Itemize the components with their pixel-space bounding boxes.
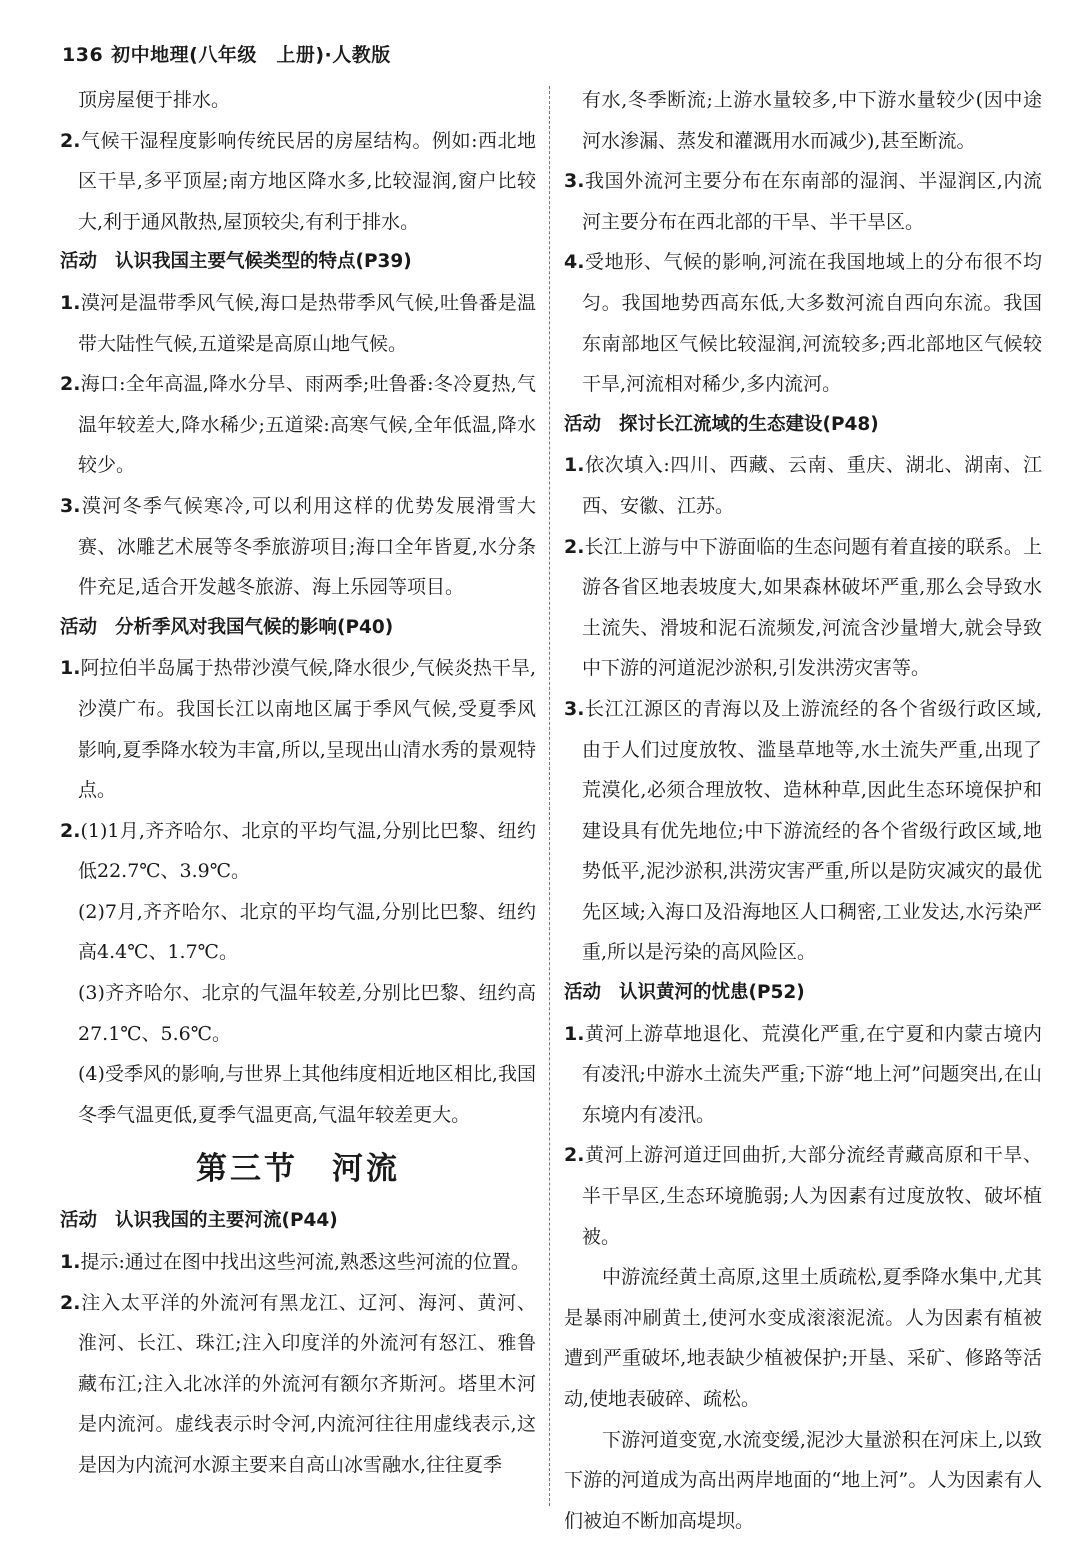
- activity-heading: [564, 973, 1042, 1014]
- right-column: [564, 80, 1042, 1541]
- item-number: 1.: [564, 1022, 585, 1045]
- list-item: [564, 445, 1042, 526]
- activity-heading: [564, 405, 1042, 446]
- item-number: 1.: [60, 1251, 81, 1274]
- body-paragraph: 下游河道变宽,水流变缓,泥沙大量淤积在河床上,以致下游的河道成为高出两岸地面的“地上河”。人为因素有人们被迫不断加高堤坝。: [564, 1428, 1042, 1532]
- item-text: 黄河上游草地退化、荒漠化严重,在宁夏和内蒙古境内有凌汛;中游水土流失严重;下游“地上河”问题突出,在山东境内有凌汛。: [582, 1022, 1042, 1126]
- list-item: [60, 1242, 536, 1283]
- activity-tag: 活动: [60, 616, 98, 638]
- list-item: [60, 364, 536, 486]
- section-title: 第三节 河流: [196, 1151, 400, 1188]
- page-header: [62, 40, 391, 67]
- activity-title: 认识我国的主要河流(P44): [115, 1210, 338, 1232]
- list-item: [60, 1283, 536, 1486]
- list-item: [60, 121, 536, 243]
- item-text: 漠河冬季气候寒冷,可以利用这样的优势发展滑雪大赛、冰雕艺术展等冬季旅游项目;海口全年皆夏,水分条件充足,适合开发越冬旅游、海上乐园等项目。: [78, 494, 536, 599]
- activity-title: 认识我国主要气候类型的特点(P39): [115, 251, 412, 273]
- item-number: 2.: [60, 373, 81, 396]
- list-item: [564, 689, 1042, 973]
- item-text: 漠河是温带季风气候,海口是热带季风气候,吐鲁番是温带大陆性气候,五道梁是高原山地气候。: [78, 291, 536, 355]
- activity-heading: [60, 608, 536, 649]
- list-item: [564, 527, 1042, 689]
- item-text: 提示:通过在图中找出这些河流,熟悉这些河流的位置。: [80, 1251, 530, 1274]
- item-text: 我国外流河主要分布在东南部的湿润、半湿润区,内流河主要分布在西北部的干旱、半干旱区。: [582, 170, 1042, 233]
- left-column: [60, 80, 536, 1486]
- item-number: 1.: [60, 657, 81, 680]
- activity-title: 探讨长江流域的生态建设(P48): [619, 413, 879, 435]
- item-number: 2.: [60, 129, 81, 152]
- list-item: [564, 1014, 1042, 1136]
- list-item: [60, 486, 536, 608]
- item-number: 2.: [60, 1291, 81, 1314]
- sub-item: (4)受季风的影响,与世界上其他纬度相近地区相比,我国冬季气温更低,夏季气温更高,气温年较差更大。: [78, 1063, 536, 1126]
- item-text: 海口:全年高温,降水分旱、雨两季;吐鲁番:冬冷夏热,气温年较差大,降水稀少;五道梁:高寒气候,全年低温,降水较少。: [78, 373, 536, 477]
- activity-title: 认识黄河的忧患(P52): [619, 982, 805, 1004]
- activity-heading: [60, 1201, 536, 1242]
- sub-item: (2)7月,齐齐哈尔、北京的平均气温,分别比巴黎、纽约高4.4℃、1.7℃。: [78, 900, 536, 964]
- list-item: [60, 283, 536, 364]
- activity-tag: 活动: [60, 251, 98, 273]
- item-text: 气候干湿程度影响传统民居的房屋结构。例如:西北地区干旱,多平顶屋;南方地区降水多,比较湿润,窗户比较大,利于通风散热,屋顶较尖,有利于排水。: [78, 129, 536, 233]
- item-number: 2.: [564, 1144, 585, 1167]
- list-item: [60, 811, 536, 892]
- item-number: 3.: [564, 697, 585, 720]
- activity-tag: 活动: [564, 982, 602, 1004]
- column-divider: [549, 86, 550, 1506]
- continued-text: 有水,冬季断流;上游水量较多,中下游水量较少(因中途河水渗漏、蒸发和灌溉用水而减少),甚至断流。: [582, 89, 1042, 152]
- item-number: 2.: [60, 819, 81, 842]
- activity-tag: 活动: [60, 1210, 98, 1232]
- item-text: 注入太平洋的外流河有黑龙江、辽河、海河、黄河、淮河、长江、珠江;注入印度洋的外流河有怒江、雅鲁藏布江;注入北冰洋的外流河有额尔齐斯河。塔里木河是内流河。虚线表示时令河,内流河往往用虚线表示,这是因为内流河水源主要来自高山冰雪融水,往往夏季: [78, 1291, 536, 1476]
- item-text: 黄河上游河道迂回曲折,大部分流经青藏高原和干旱、半干旱区,生态环境脆弱;人为因素有过度放牧、破坏植被。: [582, 1144, 1042, 1248]
- continued-text: 顶房屋便于排水。: [78, 89, 231, 111]
- item-text: 阿拉伯半岛属于热带沙漠气候,降水很少,气候炎热干旱,沙漠广布。我国长江以南地区属于季风气候,受夏季风影响,夏季降水较为丰富,所以,呈现出山清水秀的景观特点。: [78, 657, 536, 802]
- item-number: 1.: [564, 454, 585, 477]
- activity-tag: 活动: [564, 413, 602, 435]
- sub-item: (3)齐齐哈尔、北京的气温年较差,分别比巴黎、纽约高27.1℃、5.6℃。: [78, 982, 536, 1045]
- item-text: 受地形、气候的影响,河流在我国地域上的分布很不均匀。我国地势西高东低,大多数河流自西向东流。我国东南部地区气候比较湿润,河流较多;西北部地区气候较干旱,河流相对稀少,多内流河。: [582, 251, 1042, 396]
- page-number: 136: [62, 44, 104, 66]
- activity-title: 分析季风对我国气候的影响(P40): [115, 616, 394, 638]
- list-item: [60, 648, 536, 810]
- item-number: 1.: [60, 291, 81, 314]
- activity-heading: [60, 242, 536, 283]
- item-number: 3.: [60, 494, 81, 517]
- list-item: [564, 242, 1042, 404]
- item-text: 长江江源区的青海以及上游流经的各个省级行政区域,由于人们过度放牧、滥垦草地等,水土流失严重,出现了荒漠化,必须合理放牧、造林种草,因此生态环境保护和建设具有优先地位;中下游流经的各个省级行政区域,地势低平,泥沙淤积,洪涝灾害严重,所以是防灾减灾的最优先区域;入海口及沿海地区人口稠密,工业发达,水污染严重,所以是污染的高风险区。: [582, 697, 1042, 964]
- list-item: [564, 161, 1042, 242]
- item-text: 依次填入:四川、西藏、云南、重庆、湖北、湖南、江西、安徽、江苏。: [582, 454, 1042, 517]
- item-number: 3.: [564, 170, 585, 193]
- item-number: 2.: [564, 535, 585, 558]
- list-item: [564, 1135, 1042, 1257]
- item-number: 4.: [564, 251, 585, 274]
- book-title: 初中地理(八年级 上册)·人教版: [111, 44, 391, 66]
- body-paragraph: 中游流经黄土高原,这里土质疏松,夏季降水集中,尤其是暴雨冲刷黄土,使河水变成滚滚泥流。人为因素有植被遭到严重破坏,地表缺少植被保护;开垦、采矿、修路等活动,使地表破碎、疏松。: [564, 1266, 1042, 1410]
- item-text: 长江上游与中下游面临的生态问题有着直接的联系。上游各省区地表坡度大,如果森林破坏严重,那么会导致水土流失、滑坡和泥石流频发,河流含沙量增大,就会导致中下游的河道泥沙淤积,引发洪涝灾害等。: [582, 535, 1042, 680]
- item-text: (1)1月,齐齐哈尔、北京的平均气温,分别比巴黎、纽约低22.7℃、3.9℃。: [78, 819, 536, 883]
